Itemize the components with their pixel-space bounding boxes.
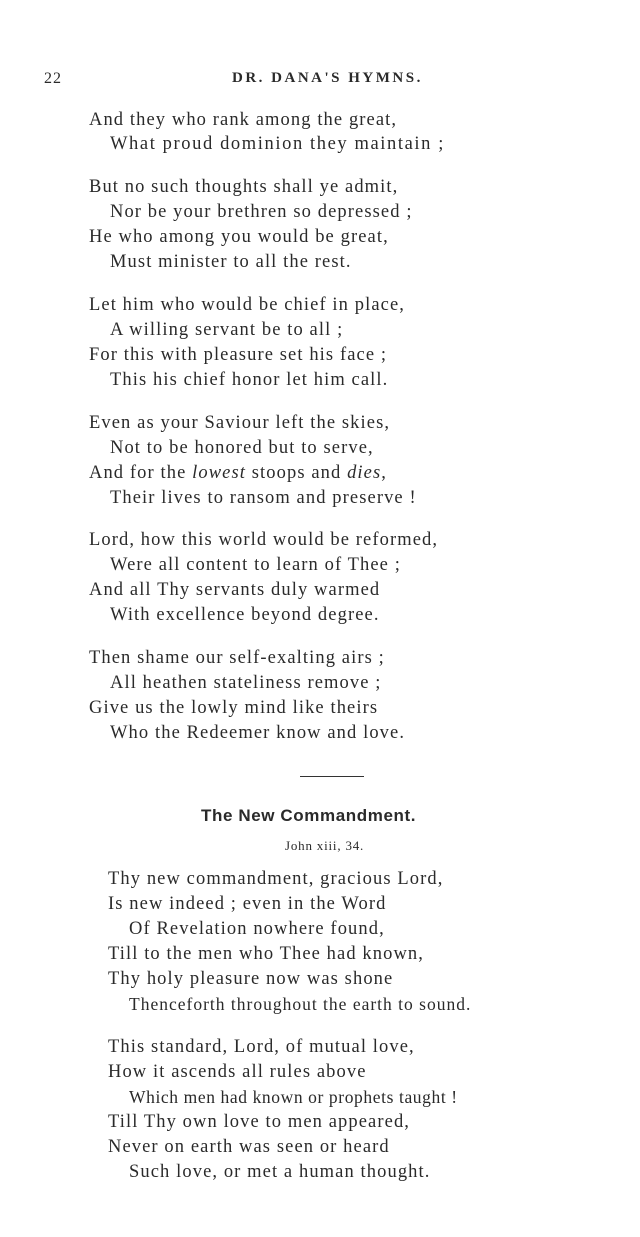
verse-line: Their lives to ransom and preserve ! bbox=[110, 488, 417, 508]
verse-line: A willing servant be to all ; bbox=[110, 320, 344, 340]
verse-line: Thy holy pleasure now was shone bbox=[108, 969, 394, 989]
verse-line: But no such thoughts shall ye admit, bbox=[89, 177, 399, 197]
verse-line: And for the lowest stoops and dies, bbox=[89, 463, 388, 483]
verse-line: And all Thy servants duly warmed bbox=[89, 580, 381, 600]
verse-line: Till Thy own love to men appeared, bbox=[108, 1112, 411, 1132]
running-title: DR. DANA'S HYMNS. bbox=[232, 70, 423, 86]
verse-line: Nor be your brethren so depressed ; bbox=[110, 202, 413, 222]
verse-line: Which men had known or prophets taught ! bbox=[129, 1087, 458, 1107]
verse-line: How it ascends all rules above bbox=[108, 1062, 367, 1082]
verse-line: Who the Redeemer know and love. bbox=[110, 723, 406, 743]
verse-line: All heathen stateliness remove ; bbox=[110, 673, 382, 693]
scripture-reference: John xiii, 34. bbox=[285, 838, 365, 853]
verse-line: He who among you would be great, bbox=[89, 227, 389, 247]
verse-line: With excellence beyond degree. bbox=[110, 605, 380, 625]
verse-line: Were all content to learn of Thee ; bbox=[110, 555, 401, 575]
verse-line: Is new indeed ; even in the Word bbox=[108, 894, 387, 914]
verse-line: Not to be honored but to serve, bbox=[110, 438, 374, 458]
verse-line: For this with pleasure set his face ; bbox=[89, 345, 388, 365]
verse-line: Must minister to all the rest. bbox=[110, 252, 352, 272]
verse-line: Let him who would be chief in place, bbox=[89, 295, 405, 315]
verse-line: Even as your Saviour left the skies, bbox=[89, 413, 391, 433]
verse-line: Thenceforth throughout the earth to sound. bbox=[129, 994, 472, 1014]
verse-line: Give us the lowly mind like theirs bbox=[89, 698, 379, 718]
hymn-title: The New Commandment. bbox=[201, 806, 417, 825]
verse-line: Never on earth was seen or heard bbox=[108, 1137, 390, 1157]
verse-line: Of Revelation nowhere found, bbox=[129, 919, 385, 939]
verse-line: Lord, how this world would be reformed, bbox=[89, 530, 439, 550]
verse-line: This standard, Lord, of mutual love, bbox=[108, 1037, 415, 1057]
verse-line: Till to the men who Thee had known, bbox=[108, 944, 424, 964]
section-divider bbox=[300, 776, 364, 777]
verse-line: Thy new commandment, gracious Lord, bbox=[108, 869, 444, 889]
verse-line: This his chief honor let him call. bbox=[110, 370, 389, 390]
verse-line: Such love, or met a human thought. bbox=[129, 1162, 431, 1182]
verse-line: Then shame our self-exalting airs ; bbox=[89, 648, 385, 668]
verse-line: What proud dominion they maintain ; bbox=[110, 134, 445, 154]
page-number: 22 bbox=[44, 70, 62, 87]
verse-line: And they who rank among the great, bbox=[89, 110, 398, 130]
